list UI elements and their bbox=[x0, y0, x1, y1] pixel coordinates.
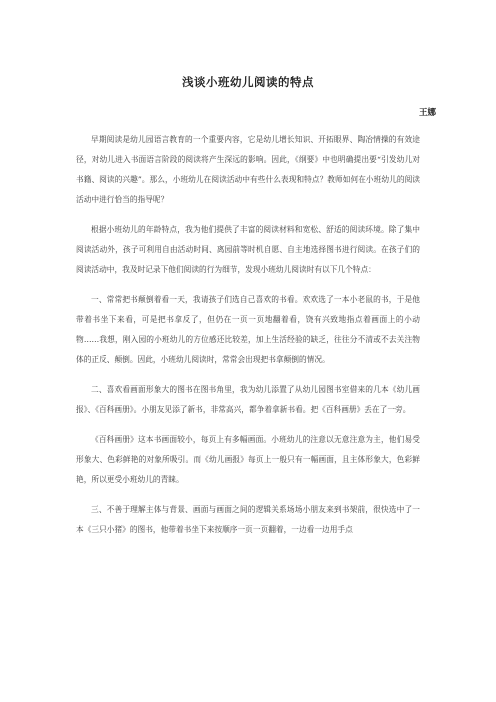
paragraph-observation: 根据小班幼儿的年龄特点，我为他们提供了丰富的阅读材料和宽松、舒适的阅读环境。除了集中阅读活动外，孩子可利用自由活动时间、离园前等时机自愿、自主地选择图书进行阅读。在孩子们的阅读活动中，我及时记录下他们阅读的行为细节，发现小班幼儿阅读时有以下几个特点： bbox=[76, 225, 420, 274]
paragraph-point-two: 二、喜欢看画面形象大的图书在图书角里，我为幼儿添置了从幼儿园图书室借来的几本《幼儿画报》、《百科画册》。小朋友见添了新书，非常高兴，都争着拿新书看。把《百科画册》丢在了一旁。 bbox=[76, 385, 420, 414]
document-author: 王娜 bbox=[418, 108, 436, 118]
document-title: 浅谈小班幼儿阅读的特点 bbox=[182, 75, 314, 89]
paragraph-intro: 早期阅读是幼儿园语言教育的一个重要内容，它是幼儿增长知识、开拓眼界、陶冶情操的有效途径，对幼儿进入书面语言阶段的阅读将产生深远的影响。因此，《纲要》中也明确提出要“引发幼儿对书籍、阅读的兴趣”。那么，小班幼儿在阅读活动中有些什么表现和特点？教师如何在小班幼儿的阅读活动中进行恰当的指导呢？ bbox=[76, 135, 420, 204]
paragraph-point-three: 三、不善于理解主体与背景、画面与画面之间的逻辑关系场场小朋友来到书架前，很快选中了一本《三只小猪》的图书，他带着书坐下来按顺序一页一页翻着，一边看一边用手点 bbox=[76, 505, 420, 534]
paragraph-point-two-detail: 《百科画册》这本书画面较小，每页上有多幅画面。小班幼儿的注意以无意注意为主，他们易受形象大、色彩鲜艳的对象所吸引。而《幼儿画报》每页上一般只有一幅画面，且主体形象大，色彩鲜艳，所以更受小班幼儿的青睐。 bbox=[76, 435, 420, 484]
document-body bbox=[76, 130, 420, 550]
paragraph-point-one: 一、常常把书颠倒着看一天，我请孩子们选自己喜欢的书看。欢欢选了一本小老鼠的书，于是他带着书坐下来看，可是把书拿反了，但仍在一页一页地翻着看，饶有兴致地指点着画面上的小动物……我想，刚入园的小班幼儿的方位感还比较差，加上生活经验的缺乏，往往分不清或不去关注物体的正反、颠倒。因此，小班幼儿阅读时，常常会出现把书拿颠倒的情况。 bbox=[76, 295, 420, 364]
